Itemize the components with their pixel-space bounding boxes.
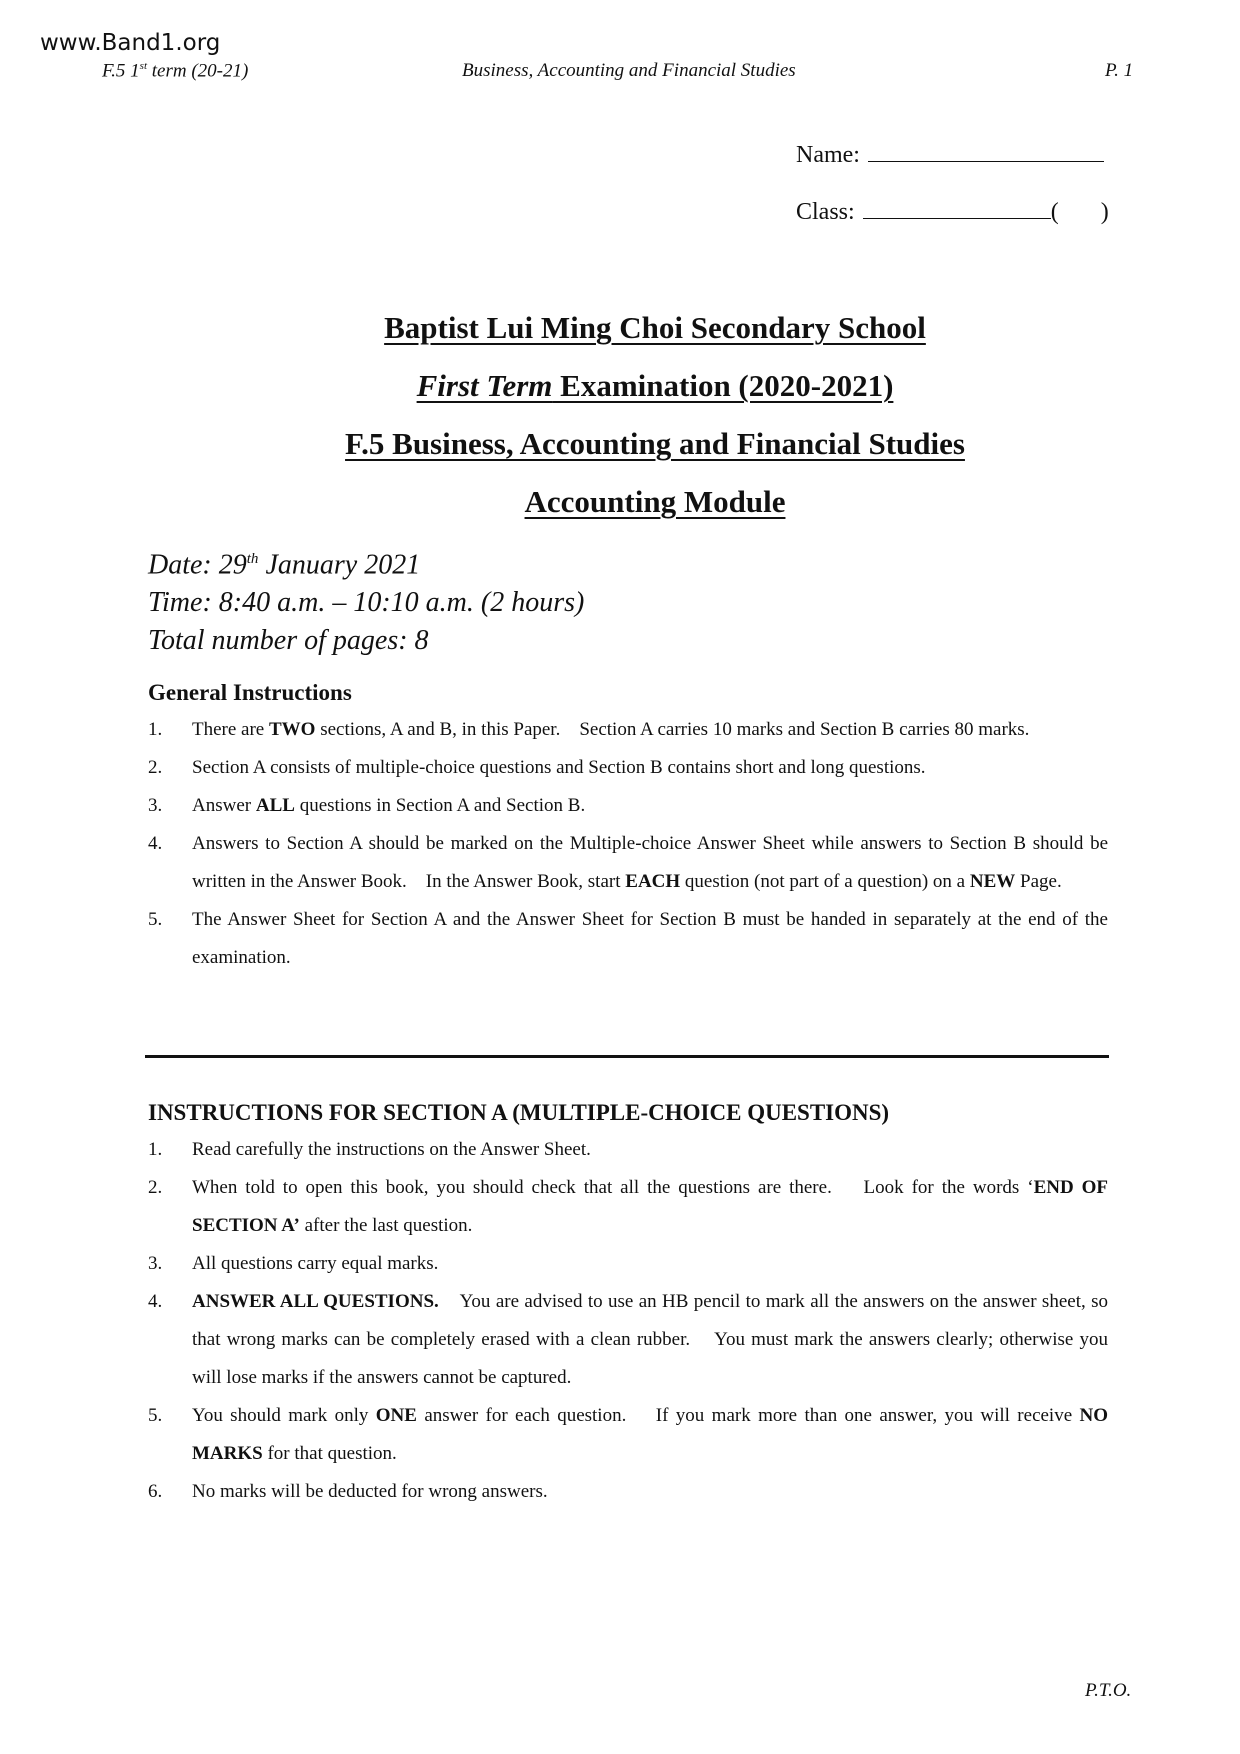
instruction-text (192, 1169, 1113, 1245)
instruction-text (192, 1283, 1113, 1397)
section-a-instructions-list (148, 1131, 1113, 1511)
instruction-item (148, 711, 1108, 749)
instruction-number: 1. (148, 1139, 163, 1160)
plain-text: Page. (1015, 871, 1062, 892)
emphasis-text: NO MARKS (192, 1405, 1113, 1464)
instruction-text (192, 749, 1108, 787)
instruction-number: 4. (148, 1291, 163, 1312)
plain-text: You are advised to use an HB pencil to mark all the answers on the answer sheet, so that wrong marks can be completely erased with a clean rubber. You must mark the answers clearly; otherwise you will lose marks if the answers cannot be captured. (192, 1291, 1113, 1388)
general-instructions-heading: General Instructions (148, 680, 352, 705)
exam-name: Examination (2020-2021) (552, 368, 894, 403)
emphasis-text: ANSWER ALL QUESTIONS. (192, 1291, 439, 1312)
plain-text: The Answer Sheet for Section A and the Answer Sheet for Section B must be handed in separately at the end of the examination. (192, 909, 1113, 968)
please-turn-over: P.T.O. (1085, 1680, 1132, 1701)
section-a-instructions-heading: INSTRUCTIONS FOR SECTION A (MULTIPLE-CHOICE QUESTIONS) (148, 1100, 890, 1125)
emphasis-text: END OF SECTION A’ (192, 1177, 1113, 1236)
plain-text: All questions carry equal marks. (192, 1253, 439, 1274)
plain-text: questions in Section A and Section B. (294, 795, 586, 816)
plain-text: You should mark only (192, 1405, 376, 1426)
emphasis-text: NEW (969, 871, 1016, 892)
instruction-number: 6. (148, 1481, 163, 1502)
header-term: term (20-21) (147, 60, 249, 82)
instruction-text (192, 1131, 1108, 1169)
plain-text: Section A consists of multiple-choice questions and Section B contains short and long questions. (192, 757, 926, 778)
name-label: Name: (796, 142, 860, 168)
plain-text: for that question. (262, 1443, 397, 1464)
instruction-text (192, 711, 1108, 749)
subject-title: F.5 Business, Accounting and Financial Studies (345, 426, 965, 461)
class-number-open: ( (1050, 199, 1059, 225)
class-field (796, 199, 1109, 226)
header-form-term (102, 60, 248, 82)
instruction-text (192, 1473, 1108, 1511)
instruction-item (148, 749, 1108, 787)
plain-text: after the last question. (299, 1215, 473, 1236)
instruction-item (148, 787, 1108, 825)
name-input-line[interactable] (868, 160, 1104, 162)
emphasis-text: EACH (625, 871, 681, 892)
instruction-text (192, 901, 1113, 977)
instruction-text (192, 1245, 1108, 1283)
general-instructions-list (148, 711, 1113, 977)
exam-date (148, 540, 584, 584)
instruction-item (148, 1397, 1113, 1473)
instruction-number: 5. (148, 909, 163, 930)
instruction-number: 2. (148, 757, 163, 778)
instruction-number: 3. (148, 1253, 163, 1274)
instruction-item (148, 1283, 1113, 1397)
exam-pages: Total number of pages: 8 (148, 625, 429, 657)
class-input-line[interactable] (863, 217, 1051, 219)
header-sup: st (139, 60, 148, 72)
class-label: Class: (796, 199, 855, 225)
instruction-number: 1. (148, 719, 163, 740)
class-number-close: ) (1100, 199, 1109, 225)
plain-text: There are (192, 719, 269, 740)
instruction-item (148, 1245, 1108, 1283)
instruction-number: 5. (148, 1405, 163, 1426)
instruction-item (148, 1131, 1108, 1169)
instruction-text (192, 825, 1113, 901)
plain-text: question (not part of a question) on a (680, 871, 970, 892)
instruction-text (192, 787, 1108, 825)
school-name: Baptist Lui Ming Choi Secondary School (384, 310, 926, 345)
plain-text: No marks will be deducted for wrong answers. (192, 1481, 548, 1502)
plain-text: Read carefully the instructions on the Answer Sheet. (192, 1139, 591, 1160)
instruction-text (192, 1397, 1113, 1473)
emphasis-text: TWO (269, 719, 316, 740)
instruction-number: 4. (148, 833, 163, 854)
instruction-number: 3. (148, 795, 163, 816)
instruction-item (148, 825, 1113, 901)
instruction-number: 2. (148, 1177, 163, 1198)
name-field (796, 142, 1104, 169)
date-sup: th (246, 551, 259, 567)
header-page-number: P. 1 (1105, 60, 1134, 81)
module-title: Accounting Module (524, 484, 786, 519)
plain-text: sections, A and B, in this Paper. Section A carries 10 marks and Section B carries 80 marks. (315, 719, 1030, 740)
emphasis-text: ONE (375, 1405, 417, 1426)
exam-title (0, 368, 1240, 404)
plain-text: Answers to Section A should be marked on the Multiple-choice Answer Sheet while answers to Section B should be written in the Answer Book. In the Answer Book, start (192, 833, 1113, 892)
exam-meta (148, 540, 584, 660)
header-subject: Business, Accounting and Financial Studies (462, 60, 796, 81)
date-day: Date: 29 (148, 549, 247, 581)
plain-text: answer for each question. If you mark more than one answer, you will receive (416, 1405, 1080, 1426)
watermark: www.Band1.org (40, 30, 221, 56)
instruction-item (148, 1473, 1108, 1511)
plain-text: When told to open this book, you should check that all the questions are there. Look for the words ‘ (192, 1177, 1034, 1198)
section-divider (145, 1055, 1109, 1058)
plain-text: Answer (192, 795, 256, 816)
date-month-year: January 2021 (258, 549, 421, 581)
exam-time: Time: 8:40 a.m. – 10:10 a.m. (2 hours) (148, 587, 585, 619)
header-form: F.5 1 (102, 60, 140, 82)
instruction-item (148, 901, 1113, 977)
exam-term: First Term (416, 368, 553, 403)
instruction-item (148, 1169, 1113, 1245)
emphasis-text: ALL (255, 795, 295, 816)
